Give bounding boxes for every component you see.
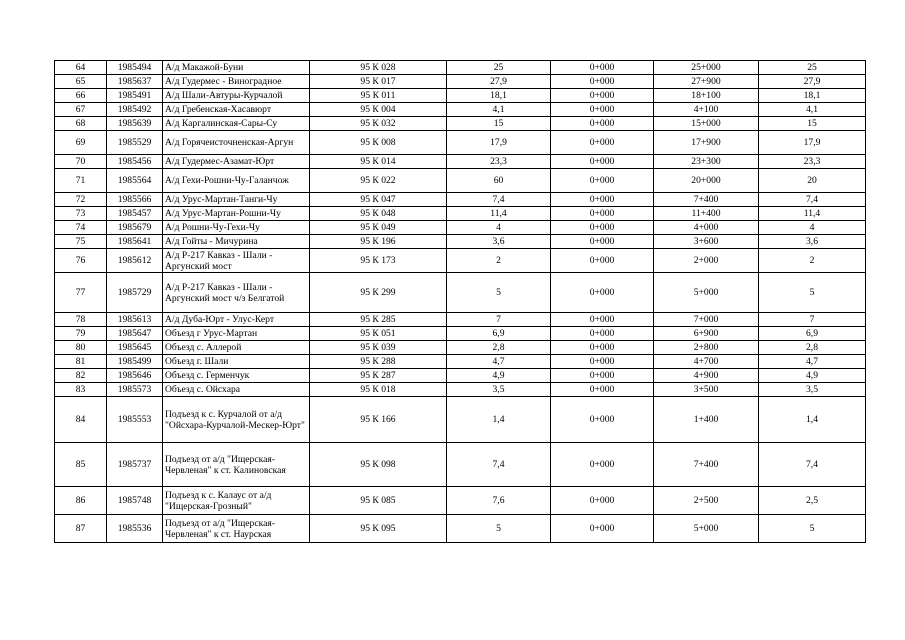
road-length: 17,9 — [447, 131, 551, 155]
road-id: 1985729 — [107, 273, 163, 313]
end-km: 18+100 — [654, 89, 759, 103]
total-length: 2 — [759, 249, 866, 273]
road-length: 60 — [447, 169, 551, 193]
end-km: 20+000 — [654, 169, 759, 193]
end-km: 15+000 — [654, 117, 759, 131]
total-length: 4,9 — [759, 369, 866, 383]
row-number: 80 — [55, 341, 107, 355]
row-number: 77 — [55, 273, 107, 313]
start-km: 0+000 — [551, 221, 654, 235]
table-row — [55, 249, 866, 273]
road-length: 6,9 — [447, 327, 551, 341]
start-km: 0+000 — [551, 515, 654, 543]
road-length: 27,9 — [447, 75, 551, 89]
road-name: А/д Урус-Мартан-Танги-Чу — [163, 193, 310, 207]
total-length: 11,4 — [759, 207, 866, 221]
table-row — [55, 273, 866, 313]
road-length: 4,9 — [447, 369, 551, 383]
road-id: 1985641 — [107, 235, 163, 249]
start-km: 0+000 — [551, 155, 654, 169]
end-km: 27+900 — [654, 75, 759, 89]
start-km: 0+000 — [551, 313, 654, 327]
end-km: 2+500 — [654, 487, 759, 515]
road-id: 1985645 — [107, 341, 163, 355]
table-row — [55, 61, 866, 75]
road-length: 2 — [447, 249, 551, 273]
row-number: 67 — [55, 103, 107, 117]
road-name: А/д Урус-Мартан-Рошни-Чу — [163, 207, 310, 221]
start-km: 0+000 — [551, 89, 654, 103]
total-length: 27,9 — [759, 75, 866, 89]
row-number: 71 — [55, 169, 107, 193]
road-id: 1985564 — [107, 169, 163, 193]
road-name: А/д Гехи-Рошни-Чу-Галанчож — [163, 169, 310, 193]
table-row — [55, 313, 866, 327]
start-km: 0+000 — [551, 75, 654, 89]
road-name: А/д Шали-Автуры-Курчалой — [163, 89, 310, 103]
road-code: 95 К 299 — [310, 273, 447, 313]
row-number: 68 — [55, 117, 107, 131]
road-code: 95 К 014 — [310, 155, 447, 169]
road-code: 95 К 095 — [310, 515, 447, 543]
road-code: 95 К 048 — [310, 207, 447, 221]
table-row — [55, 515, 866, 543]
total-length: 4,7 — [759, 355, 866, 369]
road-code: 95 К 051 — [310, 327, 447, 341]
row-number: 76 — [55, 249, 107, 273]
row-number: 66 — [55, 89, 107, 103]
road-code: 95 К 049 — [310, 221, 447, 235]
row-number: 64 — [55, 61, 107, 75]
end-km: 7+000 — [654, 313, 759, 327]
table-row — [55, 397, 866, 443]
roads-table — [54, 60, 866, 543]
total-length: 1,4 — [759, 397, 866, 443]
road-code: 95 К 047 — [310, 193, 447, 207]
row-number: 84 — [55, 397, 107, 443]
end-km: 2+800 — [654, 341, 759, 355]
table-row — [55, 369, 866, 383]
total-length: 3,6 — [759, 235, 866, 249]
road-id: 1985456 — [107, 155, 163, 169]
road-id: 1985737 — [107, 443, 163, 487]
road-name: А/д Гудермес-Азамат-Юрт — [163, 155, 310, 169]
road-name: А/д Дуба-Юрт - Улус-Керт — [163, 313, 310, 327]
road-code: 95 К 196 — [310, 235, 447, 249]
end-km: 4+000 — [654, 221, 759, 235]
start-km: 0+000 — [551, 397, 654, 443]
end-km: 4+900 — [654, 369, 759, 383]
road-length: 23,3 — [447, 155, 551, 169]
total-length: 25 — [759, 61, 866, 75]
row-number: 73 — [55, 207, 107, 221]
end-km: 17+900 — [654, 131, 759, 155]
total-length: 15 — [759, 117, 866, 131]
road-code: 95 К 004 — [310, 103, 447, 117]
start-km: 0+000 — [551, 355, 654, 369]
road-code: 95 К 085 — [310, 487, 447, 515]
road-length: 4,7 — [447, 355, 551, 369]
road-id: 1985499 — [107, 355, 163, 369]
row-number: 79 — [55, 327, 107, 341]
table-row — [55, 221, 866, 235]
total-length: 7,4 — [759, 193, 866, 207]
road-length: 7,4 — [447, 193, 551, 207]
start-km: 0+000 — [551, 61, 654, 75]
road-length: 5 — [447, 273, 551, 313]
road-id: 1985553 — [107, 397, 163, 443]
end-km: 1+400 — [654, 397, 759, 443]
road-name: А/д Макажой-Буни — [163, 61, 310, 75]
road-length: 3,5 — [447, 383, 551, 397]
start-km: 0+000 — [551, 273, 654, 313]
road-length: 3,6 — [447, 235, 551, 249]
total-length: 18,1 — [759, 89, 866, 103]
total-length: 4,1 — [759, 103, 866, 117]
end-km: 7+400 — [654, 443, 759, 487]
start-km: 0+000 — [551, 207, 654, 221]
row-number: 72 — [55, 193, 107, 207]
row-number: 86 — [55, 487, 107, 515]
row-number: 69 — [55, 131, 107, 155]
road-name: А/д Каргалинская-Сары-Су — [163, 117, 310, 131]
road-id: 1985573 — [107, 383, 163, 397]
start-km: 0+000 — [551, 443, 654, 487]
road-name: Подъезд к с. Курчалой от а/д "Ойсхара-Курчалой-Мескер-Юрт" — [163, 397, 310, 443]
end-km: 4+700 — [654, 355, 759, 369]
start-km: 0+000 — [551, 169, 654, 193]
road-name: Объезд г Урус-Мартан — [163, 327, 310, 341]
road-id: 1985613 — [107, 313, 163, 327]
total-length: 5 — [759, 515, 866, 543]
road-name: Объезд с. Ойсхара — [163, 383, 310, 397]
road-name: А/д Р-217 Кавказ - Шали - Аргунский мост ч/з Белгатой — [163, 273, 310, 313]
table-row — [55, 193, 866, 207]
table-row — [55, 327, 866, 341]
table-row — [55, 383, 866, 397]
road-id: 1985647 — [107, 327, 163, 341]
row-number: 83 — [55, 383, 107, 397]
road-length: 5 — [447, 515, 551, 543]
table-row — [55, 341, 866, 355]
road-length: 18,1 — [447, 89, 551, 103]
end-km: 6+900 — [654, 327, 759, 341]
road-name: Подъезд к с. Калаус от а/д "Ищерская-Грозный" — [163, 487, 310, 515]
road-name: А/д Горячеисточненская-Аргун — [163, 131, 310, 155]
table-body — [55, 61, 866, 543]
row-number: 85 — [55, 443, 107, 487]
row-number: 70 — [55, 155, 107, 169]
road-id: 1985637 — [107, 75, 163, 89]
road-name: Подъезд от а/д "Ищерская-Червленая" к ст. Калиновская — [163, 443, 310, 487]
end-km: 2+000 — [654, 249, 759, 273]
total-length: 3,5 — [759, 383, 866, 397]
road-code: 95 К 285 — [310, 313, 447, 327]
road-name: Объезд с. Герменчук — [163, 369, 310, 383]
road-code: 95 К 022 — [310, 169, 447, 193]
table-row — [55, 75, 866, 89]
row-number: 87 — [55, 515, 107, 543]
road-length: 7,4 — [447, 443, 551, 487]
start-km: 0+000 — [551, 383, 654, 397]
road-id: 1985566 — [107, 193, 163, 207]
road-id: 1985646 — [107, 369, 163, 383]
table-row — [55, 235, 866, 249]
total-length: 2,8 — [759, 341, 866, 355]
total-length: 2,5 — [759, 487, 866, 515]
start-km: 0+000 — [551, 327, 654, 341]
row-number: 75 — [55, 235, 107, 249]
road-code: 95 К 166 — [310, 397, 447, 443]
road-id: 1985748 — [107, 487, 163, 515]
row-number: 78 — [55, 313, 107, 327]
road-length: 1,4 — [447, 397, 551, 443]
table-row — [55, 487, 866, 515]
total-length: 7 — [759, 313, 866, 327]
road-code: 95 К 008 — [310, 131, 447, 155]
road-code: 95 К 288 — [310, 355, 447, 369]
road-id: 1985639 — [107, 117, 163, 131]
total-length: 20 — [759, 169, 866, 193]
total-length: 7,4 — [759, 443, 866, 487]
road-code: 95 К 098 — [310, 443, 447, 487]
road-name: А/д Гойты - Мичурина — [163, 235, 310, 249]
end-km: 25+000 — [654, 61, 759, 75]
table-row — [55, 443, 866, 487]
road-name: Объезд г. Шали — [163, 355, 310, 369]
road-id: 1985679 — [107, 221, 163, 235]
road-name: Подъезд от а/д "Ищерская-Червленая" к ст. Наурская — [163, 515, 310, 543]
road-name: А/д Гребенская-Хасавюрт — [163, 103, 310, 117]
table-row — [55, 103, 866, 117]
end-km: 5+000 — [654, 273, 759, 313]
road-code: 95 К 173 — [310, 249, 447, 273]
table-row — [55, 131, 866, 155]
road-name: Объезд с. Аллерой — [163, 341, 310, 355]
row-number: 82 — [55, 369, 107, 383]
road-id: 1985494 — [107, 61, 163, 75]
road-code: 95 К 032 — [310, 117, 447, 131]
table-row — [55, 207, 866, 221]
road-name: А/д Рошни-Чу-Гехи-Чу — [163, 221, 310, 235]
end-km: 5+000 — [654, 515, 759, 543]
road-length: 2,8 — [447, 341, 551, 355]
end-km: 4+100 — [654, 103, 759, 117]
start-km: 0+000 — [551, 369, 654, 383]
start-km: 0+000 — [551, 117, 654, 131]
road-id: 1985612 — [107, 249, 163, 273]
road-code: 95 К 287 — [310, 369, 447, 383]
road-length: 4,1 — [447, 103, 551, 117]
table-row — [55, 89, 866, 103]
road-code: 95 К 039 — [310, 341, 447, 355]
start-km: 0+000 — [551, 249, 654, 273]
road-id: 1985536 — [107, 515, 163, 543]
start-km: 0+000 — [551, 487, 654, 515]
total-length: 5 — [759, 273, 866, 313]
road-id: 1985492 — [107, 103, 163, 117]
road-id: 1985457 — [107, 207, 163, 221]
road-code: 95 К 018 — [310, 383, 447, 397]
road-code: 95 К 011 — [310, 89, 447, 103]
row-number: 74 — [55, 221, 107, 235]
road-id: 1985529 — [107, 131, 163, 155]
total-length: 17,9 — [759, 131, 866, 155]
start-km: 0+000 — [551, 235, 654, 249]
road-length: 4 — [447, 221, 551, 235]
row-number: 81 — [55, 355, 107, 369]
total-length: 6,9 — [759, 327, 866, 341]
end-km: 11+400 — [654, 207, 759, 221]
end-km: 23+300 — [654, 155, 759, 169]
road-name: А/д Гудермес - Виноградное — [163, 75, 310, 89]
end-km: 3+600 — [654, 235, 759, 249]
start-km: 0+000 — [551, 341, 654, 355]
end-km: 7+400 — [654, 193, 759, 207]
table-row — [55, 117, 866, 131]
road-length: 7,6 — [447, 487, 551, 515]
table-row — [55, 155, 866, 169]
start-km: 0+000 — [551, 193, 654, 207]
road-length: 25 — [447, 61, 551, 75]
end-km: 3+500 — [654, 383, 759, 397]
road-length: 11,4 — [447, 207, 551, 221]
road-length: 7 — [447, 313, 551, 327]
table-row — [55, 169, 866, 193]
start-km: 0+000 — [551, 103, 654, 117]
road-length: 15 — [447, 117, 551, 131]
start-km: 0+000 — [551, 131, 654, 155]
road-code: 95 К 017 — [310, 75, 447, 89]
road-id: 1985491 — [107, 89, 163, 103]
total-length: 23,3 — [759, 155, 866, 169]
row-number: 65 — [55, 75, 107, 89]
road-code: 95 К 028 — [310, 61, 447, 75]
table-row — [55, 355, 866, 369]
road-name: А/д Р-217 Кавказ - Шали - Аргунский мост — [163, 249, 310, 273]
total-length: 4 — [759, 221, 866, 235]
